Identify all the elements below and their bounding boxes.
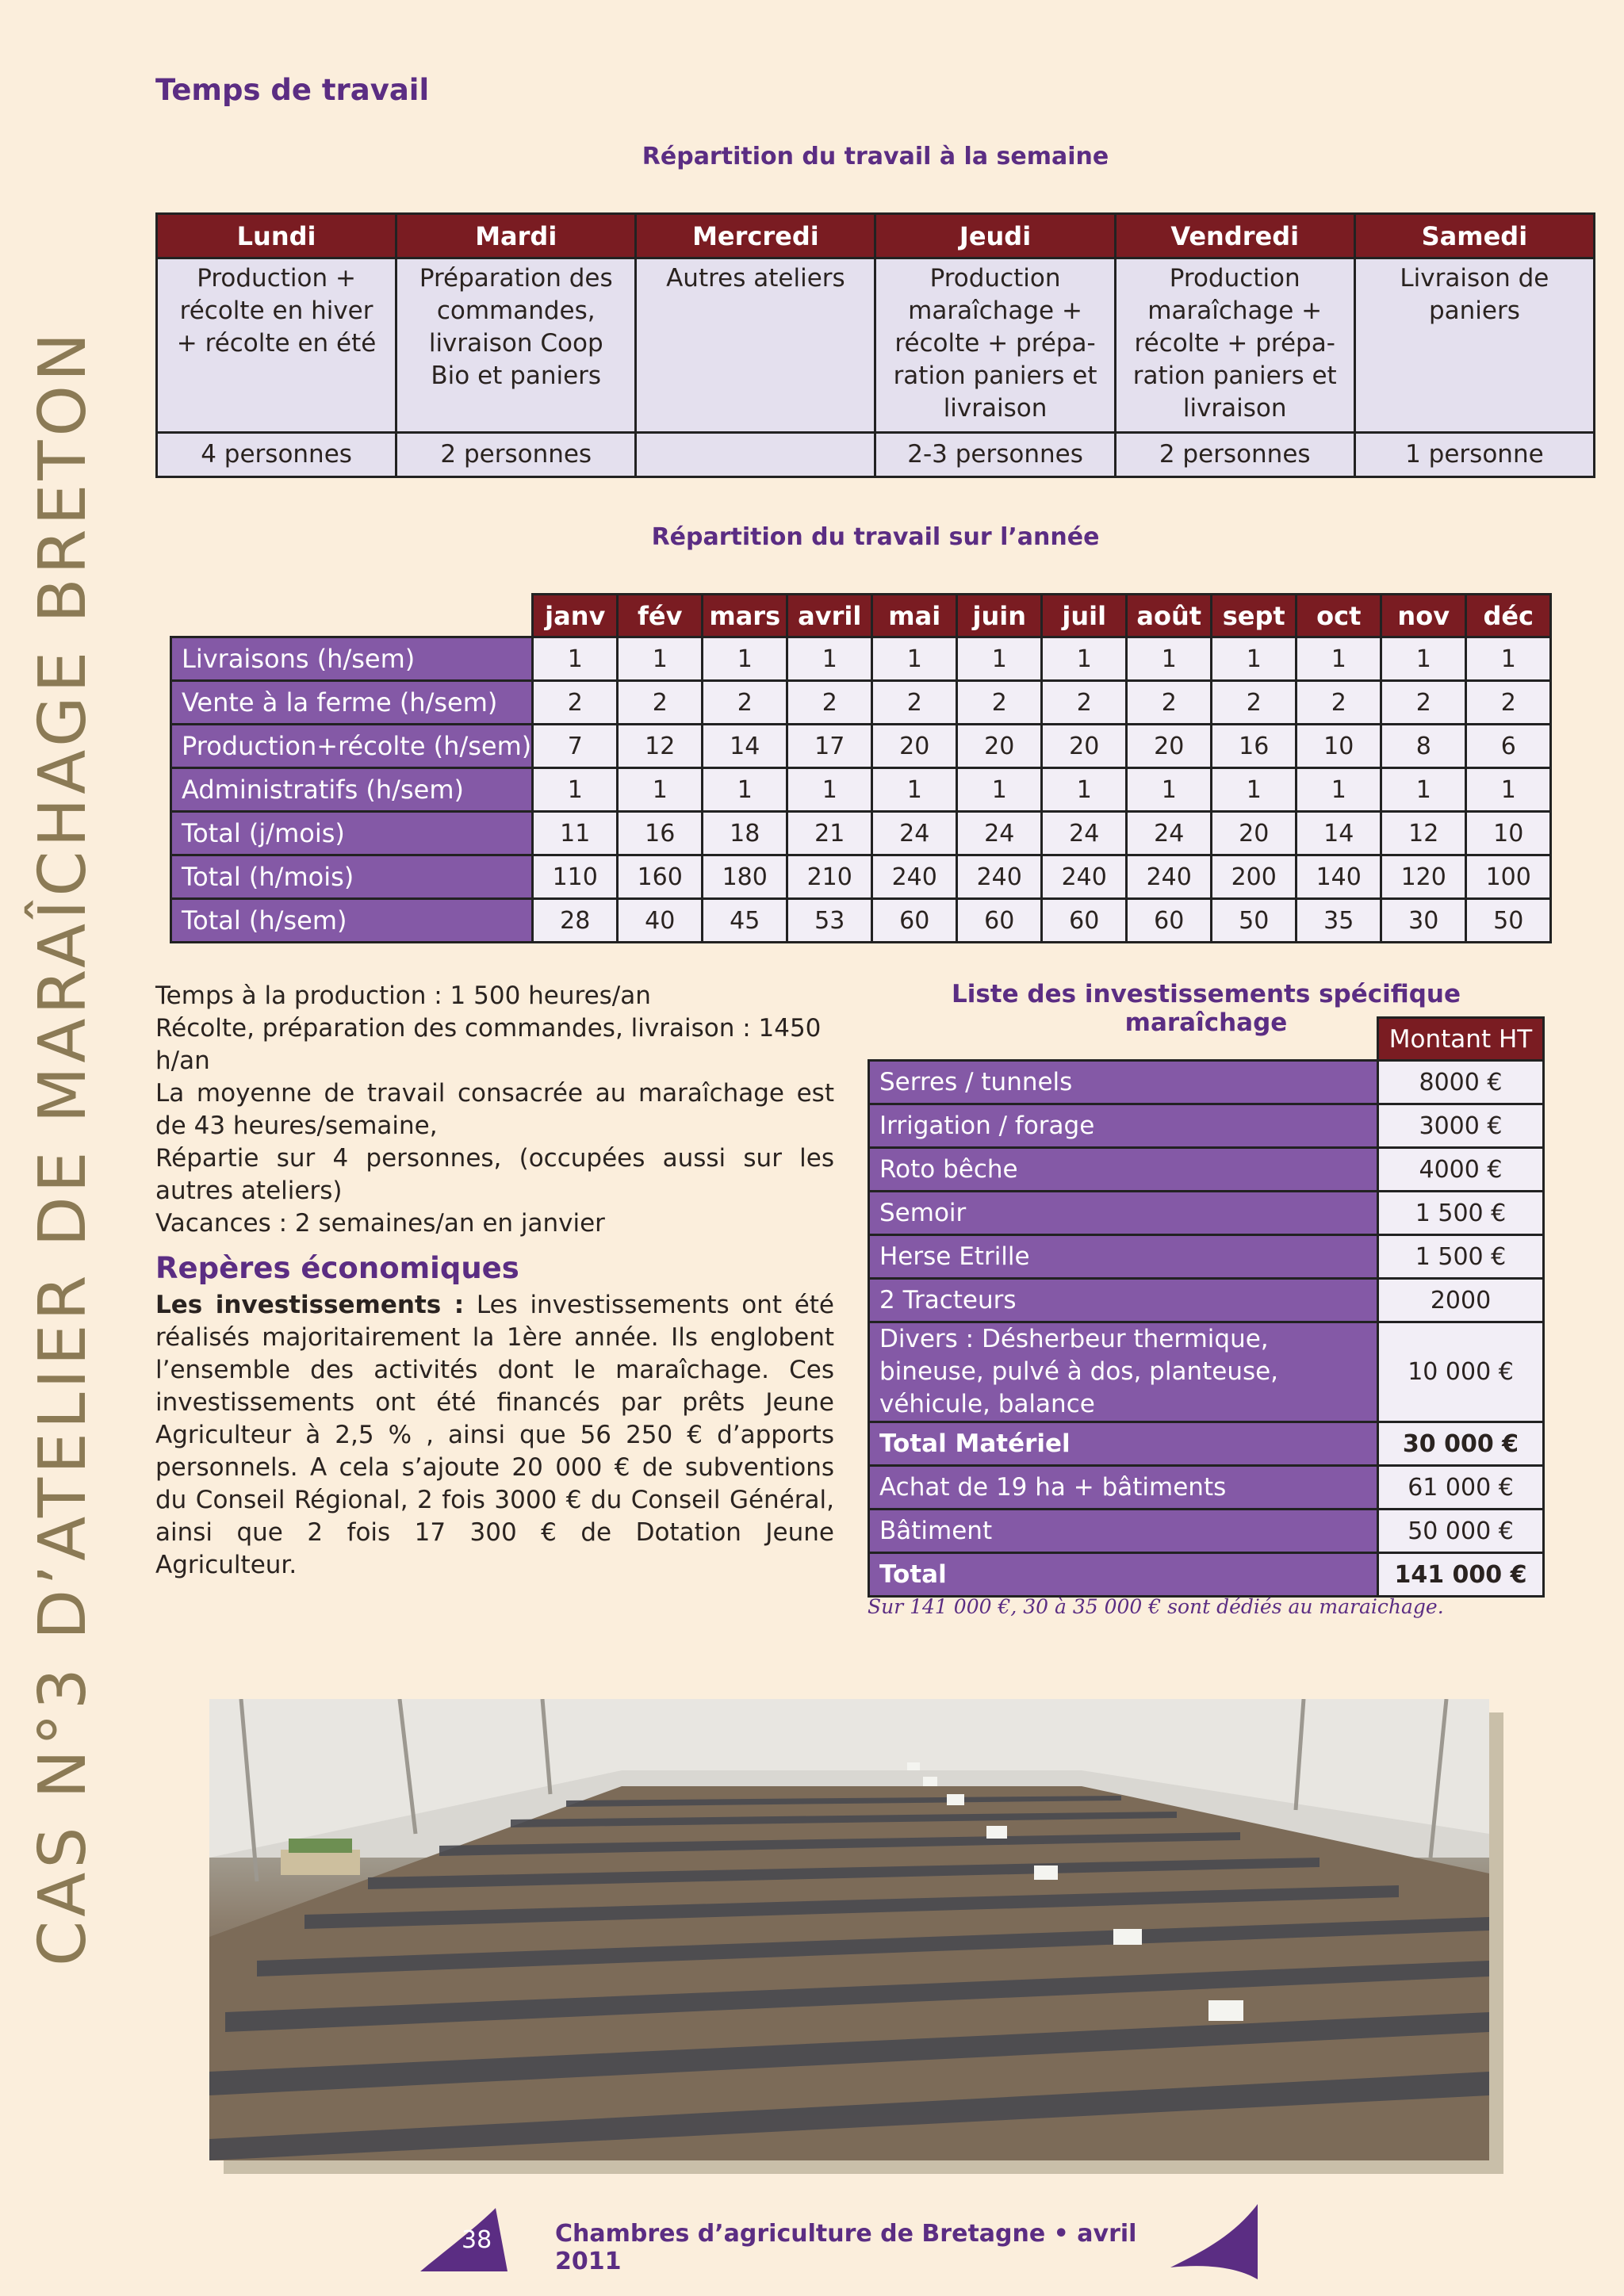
- value-cell: 1: [1127, 768, 1212, 812]
- value-cell: 120: [1381, 855, 1466, 899]
- day-header: Mardi: [396, 214, 636, 258]
- month-header: juin: [957, 595, 1042, 637]
- people-cell: 1 personne: [1354, 433, 1594, 477]
- day-header: Jeudi: [875, 214, 1115, 258]
- value-cell: 20: [1127, 725, 1212, 768]
- value-cell: 60: [1127, 899, 1212, 943]
- investment-label: Herse Etrille: [869, 1235, 1378, 1279]
- greenhouse-photo: [209, 1699, 1489, 2160]
- value-cell: 1: [1466, 637, 1551, 681]
- work-line: Temps à la production : 1 500 heures/an: [155, 982, 651, 1010]
- value-cell: 2: [703, 681, 787, 725]
- value-cell: 2: [1466, 681, 1551, 725]
- investment-row: [869, 1466, 1544, 1510]
- work-text: [155, 980, 834, 1240]
- value-cell: 17: [787, 725, 872, 768]
- value-cell: 1: [787, 768, 872, 812]
- investment-amount: 10 000 €: [1378, 1322, 1544, 1422]
- task-cell: Autres ateliers: [636, 258, 875, 433]
- value-cell: 2: [1381, 681, 1466, 725]
- value-cell: 20: [1042, 725, 1127, 768]
- value-cell: 53: [787, 899, 872, 943]
- section-title: Temps de travail: [155, 73, 430, 107]
- value-cell: 8: [1381, 725, 1466, 768]
- value-cell: 14: [1297, 812, 1381, 855]
- month-header: sept: [1212, 595, 1297, 637]
- value-cell: 6: [1466, 725, 1551, 768]
- economic-body: Les investissements ont été réalisés majoritairement la 1ère année. Ils englobent l’ensemble des activités dont le maraîchage. Ces investissements ont été financés par prêts Jeune Agriculteur à 2,5 % , ainsi que 56 250 € d’apports personnels. A cela s’ajoute 20 000 € de subventions du Conseil Régional, 2 fois 3000 € du Conseil Général, ainsi que 2 fois 17 300 € de Dotation Jeune Agriculteur.: [155, 1291, 834, 1579]
- value-cell: 28: [533, 899, 618, 943]
- value-cell: 1: [1042, 637, 1127, 681]
- value-cell: 2: [787, 681, 872, 725]
- greenhouse-illustration: [209, 1699, 1489, 2160]
- row-label: Production+récolte (h/sem): [171, 725, 533, 768]
- value-cell: 30: [1381, 899, 1466, 943]
- investment-label: Achat de 19 ha + bâtiments: [869, 1466, 1378, 1510]
- value-cell: 1: [1381, 768, 1466, 812]
- investment-label: Semoir: [869, 1192, 1378, 1235]
- investment-row: [869, 1148, 1544, 1192]
- value-cell: 2: [1212, 681, 1297, 725]
- value-cell: 1: [1212, 637, 1297, 681]
- value-cell: 2: [1042, 681, 1127, 725]
- value-cell: 16: [618, 812, 703, 855]
- work-line: Répartie sur 4 personnes, (occupées aussi sur les autres ateliers): [155, 1144, 834, 1205]
- value-cell: 110: [533, 855, 618, 899]
- month-header: août: [1127, 595, 1212, 637]
- investments-header-row: [869, 1018, 1544, 1061]
- value-cell: 1: [872, 637, 957, 681]
- month-header: mars: [703, 595, 787, 637]
- investment-row: [869, 1553, 1544, 1597]
- value-cell: 210: [787, 855, 872, 899]
- value-cell: 45: [703, 899, 787, 943]
- value-cell: 2: [957, 681, 1042, 725]
- value-cell: 18: [703, 812, 787, 855]
- month-header: mai: [872, 595, 957, 637]
- row-label: Total (h/sem): [171, 899, 533, 943]
- value-cell: 50: [1212, 899, 1297, 943]
- investment-label: Irrigation / forage: [869, 1104, 1378, 1148]
- investment-amount: 4000 €: [1378, 1148, 1544, 1192]
- investment-row: [869, 1192, 1544, 1235]
- value-cell: 240: [1042, 855, 1127, 899]
- week-task-row: [157, 258, 1595, 433]
- value-cell: 60: [957, 899, 1042, 943]
- row-label: Vente à la ferme (h/sem): [171, 681, 533, 725]
- value-cell: 11: [533, 812, 618, 855]
- value-cell: 12: [1381, 812, 1466, 855]
- value-cell: 20: [872, 725, 957, 768]
- row-label: Administratifs (h/sem): [171, 768, 533, 812]
- week-header-row: [157, 214, 1595, 258]
- investment-label: 2 Tracteurs: [869, 1279, 1378, 1322]
- month-header: déc: [1466, 595, 1551, 637]
- day-header: Samedi: [1354, 214, 1594, 258]
- value-cell: 40: [618, 899, 703, 943]
- value-cell: 20: [957, 725, 1042, 768]
- investment-row: [869, 1510, 1544, 1553]
- week-table-title: Répartition du travail à la semaine: [642, 143, 1109, 170]
- year-table: [170, 593, 1552, 943]
- year-row: [171, 899, 1551, 943]
- value-cell: 24: [872, 812, 957, 855]
- year-row: [171, 768, 1551, 812]
- value-cell: 100: [1466, 855, 1551, 899]
- week-table: [155, 212, 1595, 478]
- value-cell: 1: [703, 768, 787, 812]
- value-cell: 1: [618, 768, 703, 812]
- month-header: janv: [533, 595, 618, 637]
- year-table-title: Répartition du travail sur l’année: [651, 523, 1100, 551]
- investments-body: [869, 1061, 1544, 1597]
- investment-amount: 1 500 €: [1378, 1192, 1544, 1235]
- row-label: Total (h/mois): [171, 855, 533, 899]
- value-cell: 140: [1297, 855, 1381, 899]
- day-header: Vendredi: [1115, 214, 1354, 258]
- value-cell: 60: [1042, 899, 1127, 943]
- value-cell: 1: [618, 637, 703, 681]
- value-cell: 1: [1297, 637, 1381, 681]
- work-line: Récolte, préparation des commandes, livraison : 1450 h/an: [155, 1014, 822, 1075]
- value-cell: 10: [1466, 812, 1551, 855]
- value-cell: 24: [957, 812, 1042, 855]
- value-cell: 240: [957, 855, 1042, 899]
- header-spacer: [869, 1018, 1378, 1061]
- day-header: Mercredi: [636, 214, 875, 258]
- investments-table: [868, 1016, 1545, 1598]
- people-cell: 4 personnes: [157, 433, 396, 477]
- investment-amount: 141 000 €: [1378, 1553, 1544, 1597]
- task-cell: Livraison de paniers: [1354, 258, 1594, 433]
- investment-amount: 61 000 €: [1378, 1466, 1544, 1510]
- value-cell: 14: [703, 725, 787, 768]
- value-cell: 1: [1212, 768, 1297, 812]
- row-label: Total (j/mois): [171, 812, 533, 855]
- value-cell: 16: [1212, 725, 1297, 768]
- value-cell: 21: [787, 812, 872, 855]
- investment-row: [869, 1322, 1544, 1422]
- value-cell: 1: [1127, 637, 1212, 681]
- right-arrow-icon: [1170, 2204, 1258, 2279]
- value-cell: 50: [1466, 899, 1551, 943]
- value-cell: 1: [533, 768, 618, 812]
- year-header-row: [171, 595, 1551, 637]
- investment-amount: 8000 €: [1378, 1061, 1544, 1104]
- value-cell: 2: [872, 681, 957, 725]
- value-cell: 2: [618, 681, 703, 725]
- investment-row: [869, 1235, 1544, 1279]
- year-row: [171, 637, 1551, 681]
- task-cell: Préparation des commandes, livraison Coop Bio et paniers: [396, 258, 636, 433]
- investment-label: Bâtiment: [869, 1510, 1378, 1553]
- value-cell: 1: [1381, 637, 1466, 681]
- value-cell: 2: [533, 681, 618, 725]
- investment-label: Divers : Désherbeur thermique, bineuse, pulvé à dos, planteuse, véhicule, balance: [869, 1322, 1378, 1422]
- value-cell: 12: [618, 725, 703, 768]
- value-cell: 20: [1212, 812, 1297, 855]
- value-cell: 1: [1466, 768, 1551, 812]
- month-header: oct: [1297, 595, 1381, 637]
- investment-amount: 50 000 €: [1378, 1510, 1544, 1553]
- year-row: [171, 681, 1551, 725]
- task-cell: Production + récolte en hiver + récolte en été: [157, 258, 396, 433]
- investment-row: [869, 1279, 1544, 1322]
- investment-amount: 3000 €: [1378, 1104, 1544, 1148]
- value-cell: 160: [618, 855, 703, 899]
- value-cell: 180: [703, 855, 787, 899]
- value-cell: 1: [533, 637, 618, 681]
- investment-row: [869, 1104, 1544, 1148]
- people-cell: 2 personnes: [1115, 433, 1354, 477]
- people-cell: [636, 433, 875, 477]
- value-cell: 24: [1127, 812, 1212, 855]
- value-cell: 7: [533, 725, 618, 768]
- investment-label: Total Matériel: [869, 1422, 1378, 1466]
- value-cell: 35: [1297, 899, 1381, 943]
- value-cell: 10: [1297, 725, 1381, 768]
- value-cell: 60: [872, 899, 957, 943]
- economic-text: [155, 1289, 834, 1582]
- year-row: [171, 855, 1551, 899]
- investments-title: Liste des investissements spécifique maraîchage: [951, 980, 1461, 1037]
- investment-row: [869, 1061, 1544, 1104]
- value-cell: 1: [957, 637, 1042, 681]
- month-header: avril: [787, 595, 872, 637]
- header-spacer: [171, 595, 533, 637]
- footer-publisher: Chambres d’agriculture de Bretagne • avril 2011: [555, 2220, 1137, 2275]
- investment-label: Total: [869, 1553, 1378, 1597]
- value-cell: 1: [957, 768, 1042, 812]
- work-line: La moyenne de travail consacrée au maraîchage est de 43 heures/semaine,: [155, 1079, 834, 1140]
- investment-label: Roto bêche: [869, 1148, 1378, 1192]
- investment-amount: 2000: [1378, 1279, 1544, 1322]
- value-cell: 1: [1297, 768, 1381, 812]
- investments-note: Sur 141 000 €, 30 à 35 000 € sont dédiés au maraichage.: [868, 1595, 1444, 1618]
- value-cell: 1: [872, 768, 957, 812]
- page-number: 38: [462, 2226, 492, 2254]
- value-cell: 1: [787, 637, 872, 681]
- month-header: fév: [618, 595, 703, 637]
- work-line: Vacances : 2 semaines/an en janvier: [155, 1209, 605, 1238]
- year-row: [171, 812, 1551, 855]
- amount-header: Montant HT: [1378, 1018, 1544, 1061]
- day-header: Lundi: [157, 214, 396, 258]
- people-cell: 2-3 personnes: [875, 433, 1115, 477]
- task-cell: Production maraîchage + récolte + prépa-ration paniers et livraison: [875, 258, 1115, 433]
- investment-row: [869, 1422, 1544, 1466]
- people-cell: 2 personnes: [396, 433, 636, 477]
- year-table-body: [171, 637, 1551, 943]
- value-cell: 24: [1042, 812, 1127, 855]
- value-cell: 1: [1042, 768, 1127, 812]
- investment-amount: 30 000 €: [1378, 1422, 1544, 1466]
- value-cell: 200: [1212, 855, 1297, 899]
- week-people-row: [157, 433, 1595, 477]
- value-cell: 240: [1127, 855, 1212, 899]
- side-title: CAS N°3 D’ATELIER DE MARAÎCHAGE BRETON: [25, 328, 101, 1966]
- investment-amount: 1 500 €: [1378, 1235, 1544, 1279]
- economic-title: Repères économiques: [155, 1251, 519, 1285]
- row-label: Livraisons (h/sem): [171, 637, 533, 681]
- value-cell: 2: [1127, 681, 1212, 725]
- value-cell: 240: [872, 855, 957, 899]
- task-cell: Production maraîchage + récolte + prépa-ration paniers et livraison: [1115, 258, 1354, 433]
- month-header: nov: [1381, 595, 1466, 637]
- economic-lead: Les investissements :: [155, 1291, 465, 1319]
- investment-label: Serres / tunnels: [869, 1061, 1378, 1104]
- month-header: juil: [1042, 595, 1127, 637]
- value-cell: 1: [703, 637, 787, 681]
- year-row: [171, 725, 1551, 768]
- value-cell: 2: [1297, 681, 1381, 725]
